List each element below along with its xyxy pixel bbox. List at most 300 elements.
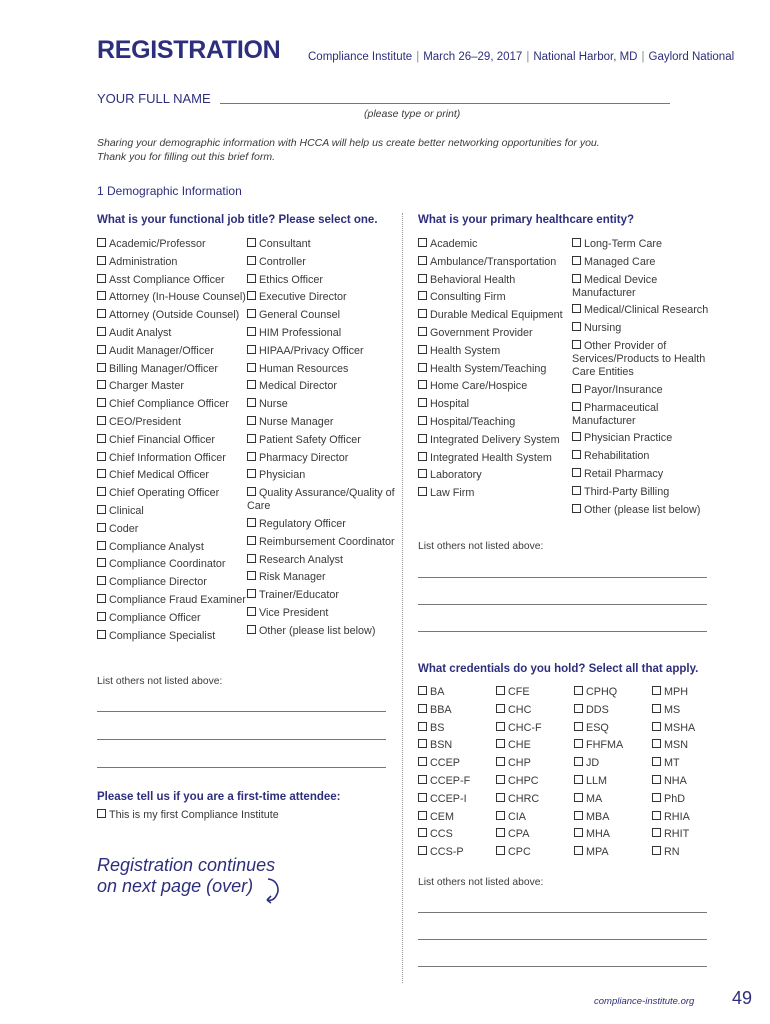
checkbox-label: Administration	[109, 255, 178, 268]
checkbox-option[interactable]	[572, 432, 722, 445]
checkbox[interactable]	[247, 345, 256, 354]
checkbox-option[interactable]	[574, 846, 652, 859]
checkbox-option[interactable]	[247, 345, 397, 358]
checkbox-option[interactable]	[247, 327, 397, 340]
checkbox-option[interactable]	[97, 487, 247, 500]
full-name-field[interactable]	[220, 103, 670, 104]
checkbox-option[interactable]	[652, 757, 730, 770]
event-name: Compliance Institute	[308, 51, 413, 63]
checkbox-label: Nursing	[584, 322, 622, 335]
continue-line-2	[97, 876, 284, 906]
checkbox-option[interactable]	[418, 846, 496, 859]
checkbox-label: Retail Pharmacy	[584, 467, 664, 480]
checkbox[interactable]	[574, 828, 583, 837]
checkbox[interactable]	[418, 452, 427, 461]
checkbox-option[interactable]	[496, 828, 574, 841]
checkbox[interactable]	[652, 846, 661, 855]
checkbox[interactable]	[97, 274, 106, 283]
checkbox[interactable]	[574, 739, 583, 748]
checkbox[interactable]	[97, 558, 106, 567]
checkbox-option[interactable]	[97, 576, 247, 589]
checkbox[interactable]	[97, 238, 106, 247]
checkbox[interactable]	[418, 686, 427, 695]
checkbox-label: Physician	[259, 469, 306, 482]
checkbox-label: Home Care/Hospice	[430, 380, 528, 393]
checkbox[interactable]	[247, 487, 256, 496]
checkbox-option[interactable]	[97, 345, 247, 358]
checkbox[interactable]	[247, 518, 256, 527]
entity-others-line-3[interactable]	[418, 631, 707, 632]
checkbox[interactable]	[496, 686, 505, 695]
credentials-others-line-3[interactable]	[418, 966, 707, 967]
checkbox-option[interactable]	[652, 739, 730, 752]
checkbox-option[interactable]	[496, 793, 574, 806]
checkbox[interactable]	[418, 739, 427, 748]
checkbox[interactable]	[247, 380, 256, 389]
checkbox[interactable]	[97, 612, 106, 621]
checkbox[interactable]	[418, 380, 427, 389]
checkbox[interactable]	[418, 487, 427, 496]
checkbox-option[interactable]	[418, 704, 496, 717]
checkbox[interactable]	[418, 811, 427, 820]
checkbox-option[interactable]	[574, 722, 652, 735]
checkbox-option[interactable]	[247, 518, 397, 531]
checkbox-label: CHC	[508, 703, 532, 716]
checkbox[interactable]	[97, 594, 106, 603]
checkbox-label: Payor/Insurance	[584, 383, 663, 396]
checkbox[interactable]	[247, 469, 256, 478]
checkbox-option[interactable]	[572, 486, 722, 499]
checkbox[interactable]	[574, 704, 583, 713]
entity-others-line-2[interactable]	[418, 604, 707, 605]
checkbox[interactable]	[247, 309, 256, 318]
credentials-col2	[496, 686, 574, 864]
checkbox[interactable]	[97, 345, 106, 354]
checkbox[interactable]	[652, 739, 661, 748]
checkbox-option[interactable]	[247, 625, 397, 638]
checkbox[interactable]	[418, 846, 427, 855]
checkbox[interactable]	[574, 722, 583, 731]
checkbox-option[interactable]	[572, 322, 722, 335]
checkbox-option[interactable]	[496, 757, 574, 770]
checkbox[interactable]	[247, 327, 256, 336]
checkbox-label: Trainer/Educator	[259, 589, 340, 602]
first-time-option[interactable]	[97, 809, 279, 822]
checkbox[interactable]	[247, 536, 256, 545]
credentials-others-line-2[interactable]	[418, 939, 707, 940]
checkbox-option[interactable]	[652, 722, 730, 735]
entity-others-line-1[interactable]	[418, 577, 707, 578]
checkbox[interactable]	[247, 625, 256, 634]
checkbox-label: Compliance Coordinator	[109, 558, 226, 571]
checkbox[interactable]	[418, 722, 427, 731]
checkbox-option[interactable]	[247, 487, 397, 513]
checkbox-option[interactable]	[97, 612, 247, 625]
checkbox[interactable]	[247, 398, 256, 407]
checkbox-label: Integrated Delivery System	[430, 433, 560, 446]
checkbox-option[interactable]	[247, 416, 397, 429]
checkbox-option[interactable]	[652, 793, 730, 806]
checkbox[interactable]	[97, 380, 106, 389]
checkbox[interactable]	[247, 571, 256, 580]
intro-line-2: Thank you for filling out this brief form.	[97, 151, 275, 163]
checkbox-label: Ambulance/Transportation	[430, 255, 557, 268]
checkbox[interactable]	[97, 809, 106, 818]
checkbox[interactable]	[97, 363, 106, 372]
checkbox-option[interactable]	[418, 398, 570, 411]
checkbox[interactable]	[496, 793, 505, 802]
checkbox[interactable]	[572, 486, 581, 495]
checkbox-option[interactable]	[574, 686, 652, 699]
checkbox-option[interactable]	[652, 846, 730, 859]
checkbox-label: Chief Medical Officer	[109, 469, 210, 482]
intro-line-1: Sharing your demographic information with HCCA will help us create better networking opportunities for you.	[97, 137, 600, 149]
checkbox[interactable]	[574, 775, 583, 784]
checkbox[interactable]	[418, 757, 427, 766]
checkbox[interactable]	[247, 291, 256, 300]
checkbox[interactable]	[97, 505, 106, 514]
checkbox-label: Managed Care	[584, 255, 656, 268]
checkbox[interactable]	[418, 828, 427, 837]
checkbox-option[interactable]	[572, 340, 722, 379]
checkbox[interactable]	[574, 757, 583, 766]
checkbox[interactable]	[572, 504, 581, 513]
checkbox-label: Vice President	[259, 606, 329, 619]
checkbox-option[interactable]	[247, 589, 397, 602]
checkbox-option[interactable]	[247, 238, 397, 251]
checkbox[interactable]	[97, 523, 106, 532]
checkbox-option[interactable]	[574, 704, 652, 717]
checkbox[interactable]	[496, 757, 505, 766]
checkbox[interactable]	[572, 432, 581, 441]
checkbox[interactable]	[247, 274, 256, 283]
checkbox[interactable]	[496, 846, 505, 855]
checkbox-option[interactable]	[418, 487, 570, 500]
checkbox[interactable]	[496, 704, 505, 713]
checkbox-option[interactable]	[572, 304, 722, 317]
checkbox-label: NHA	[664, 774, 687, 787]
checkbox[interactable]	[574, 846, 583, 855]
checkbox[interactable]	[97, 576, 106, 585]
checkbox-label: Compliance Specialist	[109, 629, 216, 642]
checkbox[interactable]	[97, 434, 106, 443]
checkbox[interactable]	[418, 363, 427, 372]
checkbox[interactable]	[418, 793, 427, 802]
checkbox-label: Health System	[430, 344, 501, 357]
checkbox-label: Law Firm	[430, 487, 475, 500]
checkbox-option[interactable]	[572, 256, 722, 269]
checkbox[interactable]	[97, 327, 106, 336]
checkbox[interactable]	[652, 811, 661, 820]
checkbox-label: Nurse	[259, 398, 288, 411]
checkbox[interactable]	[418, 398, 427, 407]
checkbox-label: MT	[664, 757, 680, 770]
checkbox[interactable]	[247, 238, 256, 247]
checkbox[interactable]	[572, 274, 581, 283]
checkbox-option[interactable]	[247, 469, 397, 482]
checkbox-option[interactable]	[97, 523, 247, 536]
checkbox-option[interactable]	[418, 380, 570, 393]
checkbox-option[interactable]	[572, 238, 722, 251]
checkbox-label: Hospital	[430, 398, 470, 411]
checkbox[interactable]	[247, 589, 256, 598]
checkbox-option[interactable]	[97, 256, 247, 269]
checkbox[interactable]	[652, 722, 661, 731]
checkbox-option[interactable]	[97, 434, 247, 447]
checkbox-option[interactable]	[572, 450, 722, 463]
checkbox-option[interactable]	[496, 704, 574, 717]
job-others-line-1[interactable]	[97, 711, 386, 712]
checkbox-label: CEM	[430, 810, 454, 823]
checkbox[interactable]	[572, 450, 581, 459]
section-title: 1 Demographic Information	[97, 184, 242, 198]
checkbox-option[interactable]	[97, 505, 247, 518]
checkbox-label: CIA	[508, 810, 526, 823]
checkbox-label: Compliance Officer	[109, 611, 201, 624]
checkbox-option[interactable]	[572, 402, 722, 428]
checkbox-option[interactable]	[247, 398, 397, 411]
checkbox-option[interactable]	[247, 256, 397, 269]
checkbox[interactable]	[572, 468, 581, 477]
checkbox[interactable]	[418, 274, 427, 283]
credentials-others-line-1[interactable]	[418, 912, 707, 913]
checkbox-label: Chief Compliance Officer	[109, 398, 229, 411]
checkbox-option[interactable]	[496, 722, 574, 735]
checkbox-label: MHA	[586, 828, 610, 841]
checkbox-label: Patient Safety Officer	[259, 433, 361, 446]
continue-line-1: Registration continues	[97, 855, 276, 875]
checkbox[interactable]	[496, 828, 505, 837]
checkbox[interactable]	[572, 402, 581, 411]
checkbox-option[interactable]	[97, 630, 247, 643]
intro-text	[97, 136, 657, 164]
checkbox-option[interactable]	[418, 811, 496, 824]
checkbox[interactable]	[418, 704, 427, 713]
checkbox[interactable]	[418, 256, 427, 265]
checkbox[interactable]	[572, 238, 581, 247]
checkbox-label: Risk Manager	[259, 571, 326, 584]
checkbox[interactable]	[496, 722, 505, 731]
checkbox-option[interactable]	[247, 291, 397, 304]
checkbox-option[interactable]	[97, 452, 247, 465]
checkbox[interactable]	[418, 416, 427, 425]
checkbox[interactable]	[97, 416, 106, 425]
checkbox[interactable]	[247, 434, 256, 443]
checkbox[interactable]	[97, 291, 106, 300]
checkbox-option[interactable]	[97, 363, 247, 376]
checkbox[interactable]	[418, 309, 427, 318]
checkbox[interactable]	[652, 686, 661, 695]
checkbox[interactable]	[97, 487, 106, 496]
checkbox-option[interactable]	[247, 571, 397, 584]
checkbox-option[interactable]	[418, 291, 570, 304]
checkbox[interactable]	[97, 256, 106, 265]
checkbox[interactable]	[247, 256, 256, 265]
checkbox-option[interactable]	[418, 775, 496, 788]
job-title-options-col2	[247, 238, 397, 643]
checkbox-label: Ethics Officer	[259, 273, 324, 286]
checkbox[interactable]	[652, 704, 661, 713]
checkbox-option[interactable]	[652, 775, 730, 788]
checkbox-option[interactable]	[418, 757, 496, 770]
checkbox-label: Attorney (In-House Counsel)	[109, 291, 246, 304]
checkbox-option[interactable]	[418, 452, 570, 465]
checkbox[interactable]	[574, 793, 583, 802]
checkbox-option[interactable]	[247, 363, 397, 376]
checkbox-option[interactable]	[247, 309, 397, 322]
checkbox-option[interactable]	[97, 291, 247, 304]
checkbox-option[interactable]	[247, 274, 397, 287]
footer-url[interactable]: compliance-institute.org	[594, 996, 695, 1007]
checkbox[interactable]	[652, 828, 661, 837]
checkbox[interactable]	[247, 607, 256, 616]
checkbox-option[interactable]	[496, 775, 574, 788]
checkbox-option[interactable]	[418, 274, 570, 287]
checkbox-option[interactable]	[97, 558, 247, 571]
checkbox-option[interactable]	[418, 238, 570, 251]
credentials-col4	[652, 686, 730, 864]
checkbox-option[interactable]	[418, 739, 496, 752]
checkbox-option[interactable]	[572, 274, 722, 300]
checkbox-option[interactable]	[574, 757, 652, 770]
job-others-line-2[interactable]	[97, 739, 386, 740]
checkbox-option[interactable]	[247, 452, 397, 465]
checkbox[interactable]	[572, 340, 581, 349]
checkbox[interactable]	[97, 452, 106, 461]
checkbox[interactable]	[572, 322, 581, 331]
checkbox[interactable]	[97, 469, 106, 478]
checkbox[interactable]	[652, 757, 661, 766]
checkbox-option[interactable]	[97, 469, 247, 482]
checkbox-label: Third-Party Billing	[584, 485, 670, 498]
checkbox-option[interactable]	[418, 469, 570, 482]
checkbox-label: MSHA	[664, 721, 696, 734]
checkbox-option[interactable]	[418, 722, 496, 735]
entity-question: What is your primary healthcare entity?	[418, 214, 635, 226]
checkbox-label: Academic	[430, 238, 478, 250]
checkbox-option[interactable]	[572, 468, 722, 481]
checkbox-option[interactable]	[652, 811, 730, 824]
checkbox[interactable]	[418, 291, 427, 300]
checkbox[interactable]	[496, 775, 505, 784]
checkbox-option[interactable]	[418, 309, 570, 322]
checkbox-option[interactable]	[496, 811, 574, 824]
checkbox-option[interactable]	[574, 828, 652, 841]
checkbox-option[interactable]	[652, 704, 730, 717]
checkbox-option[interactable]	[97, 309, 247, 322]
checkbox-option[interactable]	[418, 416, 570, 429]
checkbox[interactable]	[97, 630, 106, 639]
checkbox-label: Other (please list below)	[259, 624, 376, 637]
checkbox[interactable]	[247, 452, 256, 461]
checkbox-option[interactable]	[652, 828, 730, 841]
checkbox-option[interactable]	[247, 434, 397, 447]
checkbox-label: Health System/Teaching	[430, 362, 547, 375]
checkbox-option[interactable]	[572, 504, 722, 517]
checkbox-label: CPHQ	[586, 686, 618, 698]
checkbox[interactable]	[574, 811, 583, 820]
checkbox[interactable]	[247, 554, 256, 563]
checkbox-option[interactable]	[247, 554, 397, 567]
checkbox-label: Attorney (Outside Counsel)	[109, 309, 240, 322]
checkbox[interactable]	[574, 686, 583, 695]
job-others-line-3[interactable]	[97, 767, 386, 768]
checkbox-label: General Counsel	[259, 309, 341, 322]
checkbox-label: Nurse Manager	[259, 415, 334, 428]
checkbox-option[interactable]	[247, 536, 397, 549]
checkbox-option[interactable]	[572, 384, 722, 397]
checkbox-option[interactable]	[574, 775, 652, 788]
checkbox[interactable]	[496, 739, 505, 748]
checkbox-label: MS	[664, 703, 681, 716]
checkbox[interactable]	[97, 309, 106, 318]
checkbox-option[interactable]	[247, 380, 397, 393]
checkbox-option[interactable]	[418, 363, 570, 376]
checkbox-label: Clinical	[109, 504, 144, 517]
checkbox-option[interactable]	[418, 686, 496, 699]
checkbox[interactable]	[247, 363, 256, 372]
checkbox[interactable]	[496, 811, 505, 820]
checkbox-option[interactable]	[97, 327, 247, 340]
checkbox-label: Regulatory Officer	[259, 517, 346, 530]
checkbox-option[interactable]	[574, 811, 652, 824]
checkbox[interactable]	[418, 327, 427, 336]
checkbox-label: Human Resources	[259, 362, 349, 375]
checkbox-option[interactable]	[97, 594, 247, 607]
checkbox-option[interactable]	[652, 686, 730, 699]
checkbox[interactable]	[652, 793, 661, 802]
checkbox-option[interactable]	[496, 846, 574, 859]
checkbox-option[interactable]	[97, 416, 247, 429]
checkbox-option[interactable]	[97, 398, 247, 411]
checkbox-label: Consultant	[259, 238, 311, 250]
checkbox-option[interactable]	[418, 828, 496, 841]
checkbox[interactable]	[572, 256, 581, 265]
checkbox-label: Other Provider of Services/Products to Health Care Entities	[572, 339, 706, 378]
checkbox[interactable]	[572, 304, 581, 313]
checkbox[interactable]	[418, 345, 427, 354]
checkbox-option[interactable]	[97, 380, 247, 393]
checkbox-option[interactable]	[418, 345, 570, 358]
checkbox[interactable]	[418, 469, 427, 478]
checkbox[interactable]	[572, 384, 581, 393]
checkbox[interactable]	[418, 238, 427, 247]
checkbox[interactable]	[418, 775, 427, 784]
event-location: National Harbor, MD	[533, 51, 638, 63]
checkbox-option[interactable]	[418, 256, 570, 269]
checkbox-option[interactable]	[496, 739, 574, 752]
checkbox-option[interactable]	[247, 607, 397, 620]
checkbox[interactable]	[247, 416, 256, 425]
checkbox-option[interactable]	[418, 434, 570, 447]
checkbox-option[interactable]	[418, 327, 570, 340]
checkbox-option[interactable]	[97, 541, 247, 554]
checkbox[interactable]	[97, 398, 106, 407]
checkbox-label: BBA	[430, 703, 452, 716]
checkbox-option[interactable]	[574, 793, 652, 806]
checkbox-option[interactable]	[97, 238, 247, 251]
checkbox-option[interactable]	[97, 274, 247, 287]
checkbox-option[interactable]	[496, 686, 574, 699]
checkbox-option[interactable]	[418, 793, 496, 806]
checkbox-label: PhD	[664, 792, 686, 805]
checkbox-label: CPC	[508, 846, 531, 859]
checkbox-label: MA	[586, 792, 603, 805]
checkbox[interactable]	[652, 775, 661, 784]
checkbox-option[interactable]	[574, 739, 652, 752]
checkbox[interactable]	[97, 541, 106, 550]
checkbox[interactable]	[418, 434, 427, 443]
